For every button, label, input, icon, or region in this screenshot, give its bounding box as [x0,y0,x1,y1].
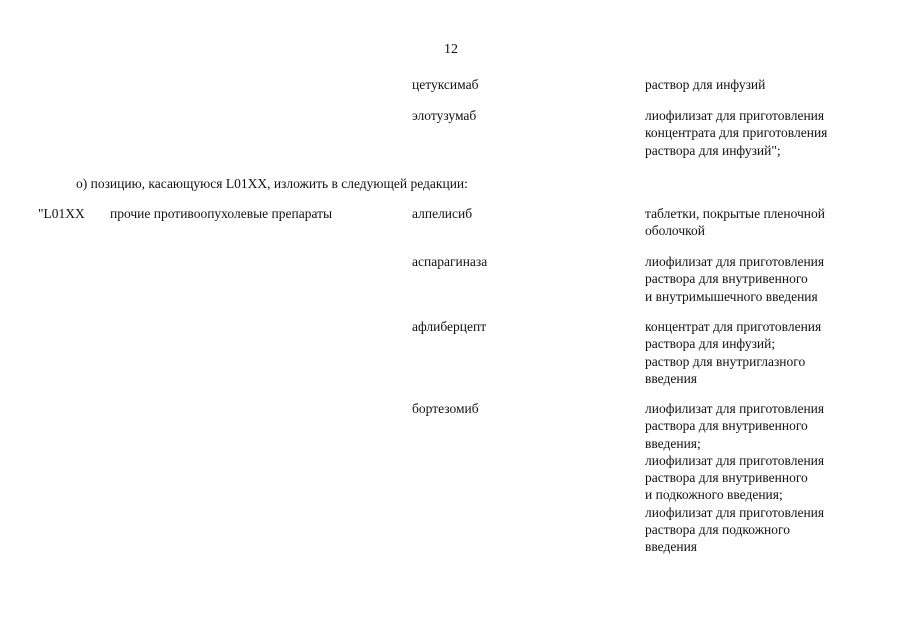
atc-code: "L01XX [38,206,85,221]
dosage-form-line: и внутримышечного введения [645,288,818,304]
amendment-instruction: о) позицию, касающуюся L01XX, изложить в следующей редакции: [76,176,468,191]
dosage-form-line: лиофилизат для приготовления [645,401,825,416]
dosage-form-bortezomib [645,400,885,556]
atc-group-name: прочие противоопухолевые препараты [110,206,333,221]
dosage-form-aflibercept [645,318,885,387]
drug-name-elotuzumab: элотузумаб [412,108,477,123]
dosage-form-line: введения [645,539,698,555]
dosage-form-line: раствора для внутривенного [645,271,808,287]
dosage-form-cetuximab [645,76,885,93]
drug-name-bortezomib: бортезомиб [412,401,479,416]
dosage-form-line: и подкожного введения; [645,487,783,503]
dosage-form-line: таблетки, покрытые пленочной [645,206,826,221]
dosage-form-line: оболочкой [645,223,705,239]
drug-name-alpelisib: алпелисиб [412,206,473,221]
dosage-form-line: концентрата для приготовления [645,125,828,141]
drug-name-aflibercept: афлиберцепт [412,319,487,334]
dosage-form-line: раствора для инфузий; [645,336,776,352]
dosage-form-line: концентрат для приготовления [645,319,822,334]
dosage-form-line: лиофилизат для приготовления [645,452,825,468]
dosage-form-line: введения [645,370,698,386]
dosage-form-asparaginase [645,253,885,305]
drug-name-cetuximab: цетуксимаб [412,77,479,92]
dosage-form-line: лиофилизат для приготовления [645,504,825,520]
dosage-form-line: лиофилизат для приготовления [645,108,825,123]
dosage-form-line: введения; [645,435,701,451]
page-number: 12 [444,42,458,57]
dosage-form-line: раствора для внутривенного [645,470,808,486]
dosage-form-line: раствора для подкожного [645,522,790,538]
dosage-form-line: раствор для инфузий [645,77,766,92]
dosage-form-line: раствор для внутриглазного [645,353,806,369]
drug-name-asparaginase: аспарагиназа [412,254,488,269]
dosage-form-elotuzumab [645,107,885,159]
dosage-form-line: лиофилизат для приготовления [645,254,825,269]
dosage-form-alpelisib [645,205,885,240]
dosage-form-line: раствора для внутривенного [645,418,808,434]
dosage-form-line: раствора для инфузий"; [645,142,781,158]
